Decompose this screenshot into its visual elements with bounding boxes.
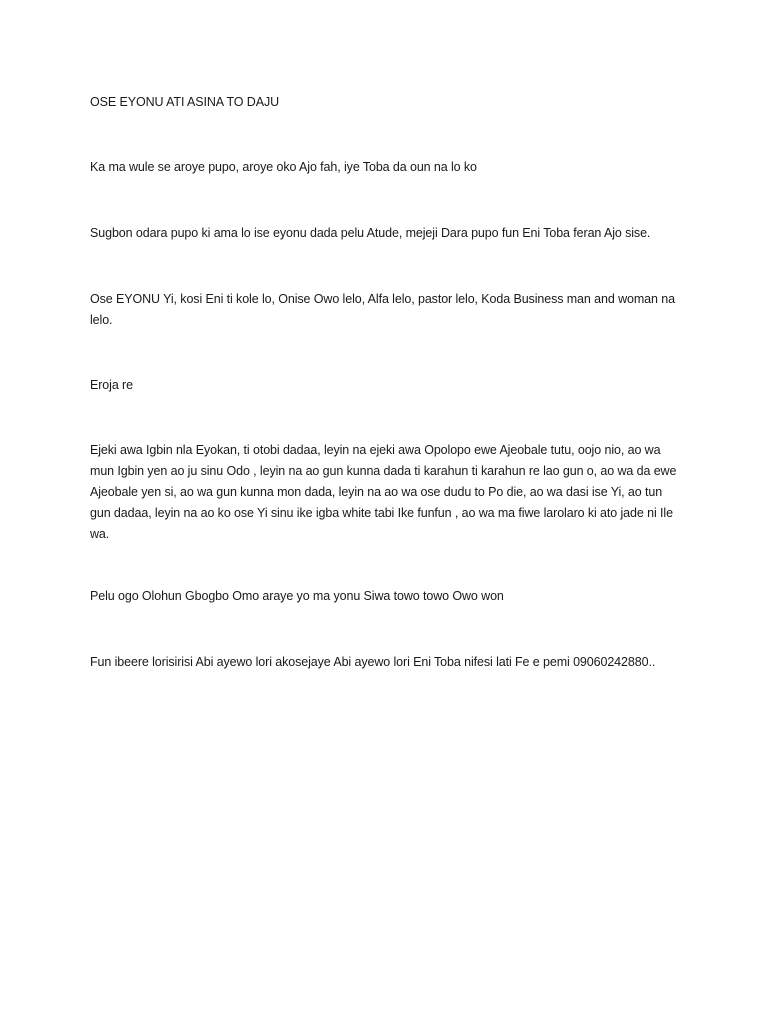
paragraph-ose-eyonu: Ose EYONU Yi, kosi Eni ti kole lo, Onise Owo lelo, Alfa lelo, pastor lelo, Koda Business man and woman na lelo. — [90, 292, 675, 327]
paragraph-contact: Fun ibeere lorisirisi Abi ayewo lori akosejaye Abi ayewo lori Eni Toba nifesi lati Fe e pemi 09060242880.. — [90, 655, 656, 669]
paragraph-blessing: Pelu ogo Olohun Gbogbo Omo araye yo ma yonu Siwa towo towo Owo won — [90, 589, 504, 603]
paragraph-sugbon: Sugbon odara pupo ki ama lo ise eyonu dada pelu Atude, mejeji Dara pupo fun Eni Toba feran Ajo sise. — [90, 226, 651, 240]
section-heading-eroja: Eroja re — [90, 378, 133, 392]
document-title: OSE EYONU ATI ASINA TO DAJU — [90, 95, 280, 109]
paragraph-ingredients-method: Ejeki awa Igbin nla Eyokan, ti otobi dadaa, leyin na ejeki awa Opolopo ewe Ajeobale tutu, oojo nio, ao wa mun Igbin yen ao ju sinu Odo , leyin na ao gun kunna dada ti karahun ti karahun re lao gun o, ao wa da ewe Ajeobale yen si, ao wa gun kunna mon dada, leyin na ao wa ose dudu to Po die, ao wa dasi ise Yi, ao tun gun dadaa, leyin na ao ko ose Yi sinu ike igba white tabi Ike funfun , ao wa ma fiwe larolaro ki ato jade ni Ile wa. — [90, 443, 677, 541]
paragraph-intro: Ka ma wule se aroye pupo, aroye oko Ajo fah, iye Toba da oun na lo ko — [90, 160, 477, 174]
